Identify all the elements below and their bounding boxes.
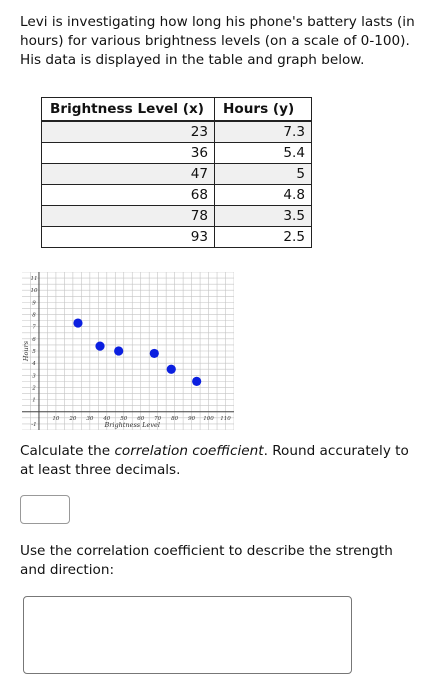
cell-x: 47: [42, 164, 215, 185]
column-header-x: Brightness Level (x): [42, 98, 215, 122]
y-tick-label: 9: [32, 300, 36, 307]
x-tick-label: 100: [203, 415, 214, 422]
x-tick-label: 10: [52, 415, 60, 422]
y-tick-label: 1: [32, 397, 36, 404]
column-header-y: Hours (y): [215, 98, 312, 122]
problem-intro: Levi is investigating how long his phone's battery lasts (in hours) for various brightness levels (on a scale of 0-100). His data is displayed in the table and graph below.: [20, 14, 415, 68]
table-row: [42, 164, 312, 185]
cell-x: 36: [42, 143, 215, 164]
x-tick-label: 110: [220, 415, 231, 422]
data-point: [114, 346, 123, 355]
x-axis-label: Brightness Level: [104, 420, 160, 429]
cell-y: 3.5: [215, 206, 312, 227]
x-tick-label: 20: [69, 415, 77, 422]
data-point: [167, 365, 176, 374]
y-tick-label: 3: [32, 373, 36, 380]
question-text-start: Calculate the: [20, 443, 115, 459]
table-row: [42, 143, 312, 164]
x-tick-label: 80: [171, 415, 179, 422]
table-row: [42, 206, 312, 227]
x-tick-label: 60: [137, 415, 145, 422]
description-answer-textarea[interactable]: [23, 596, 352, 674]
question-correlation: [20, 442, 415, 480]
x-tick-label: 70: [154, 415, 162, 422]
y-tick-label: 5: [32, 349, 36, 355]
correlation-answer-input[interactable]: [20, 495, 70, 524]
cell-y: 5: [215, 164, 312, 185]
table-row: [42, 227, 312, 248]
cell-x: 93: [42, 227, 215, 248]
data-point: [192, 377, 201, 386]
x-tick-label: 40: [103, 415, 111, 422]
y-tick-label: -1: [31, 421, 37, 428]
question-text-end: . Round accurately to at least three decimals.: [20, 443, 409, 478]
y-tick-label: 7: [32, 324, 36, 331]
cell-y: 7.3: [215, 121, 312, 143]
cell-y: 4.8: [215, 185, 312, 206]
table-row: [42, 185, 312, 206]
y-tick-label: 10: [30, 288, 38, 295]
x-tick-label: 90: [188, 415, 196, 422]
table-header-row: [42, 98, 312, 122]
y-tick-label: 2: [32, 385, 36, 392]
cell-x: 68: [42, 185, 215, 206]
cell-y: 5.4: [215, 143, 312, 164]
y-tick-label: 8: [32, 312, 36, 319]
question-emphasis: correlation coefficient: [114, 443, 264, 459]
y-tick-label: 11: [30, 276, 38, 283]
data-point: [73, 318, 82, 327]
data-point: [95, 342, 104, 351]
x-tick-label: 50: [120, 415, 128, 422]
data-table: [41, 97, 312, 248]
y-axis-label: Hours: [22, 340, 30, 362]
table-row: [42, 121, 312, 143]
cell-x: 78: [42, 206, 215, 227]
scatter-plot: [22, 272, 234, 430]
data-point: [150, 349, 159, 358]
x-tick-label: 30: [86, 415, 94, 422]
question-strength-direction: Use the correlation coefficient to describe the strength and direction:: [20, 543, 393, 578]
y-tick-label: 4: [32, 361, 36, 368]
y-tick-label: 6: [32, 336, 36, 343]
cell-y: 2.5: [215, 227, 312, 248]
cell-x: 23: [42, 121, 215, 143]
